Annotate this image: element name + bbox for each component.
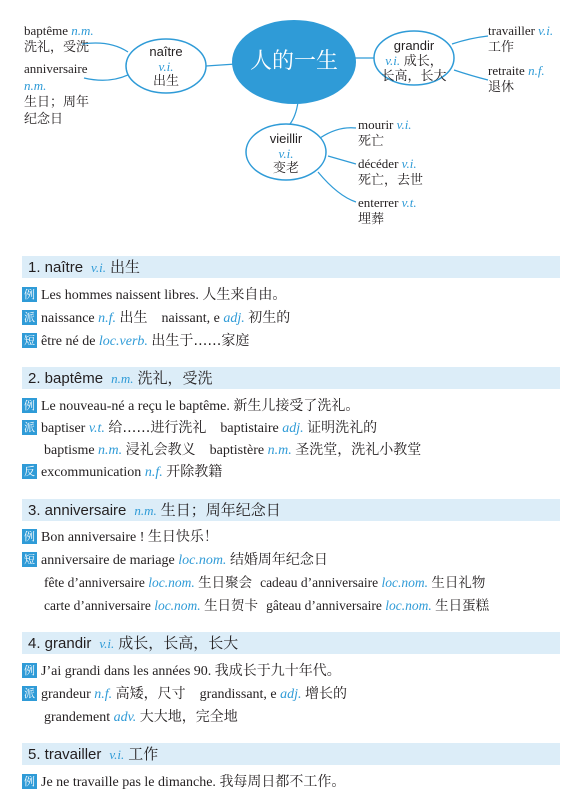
connector-grandir-travailler: [452, 36, 488, 44]
entry-pos: v.i.: [91, 260, 106, 275]
vieillir-fr: vieillir: [269, 131, 303, 146]
example-zh: 我每周日都不工作。: [219, 774, 346, 790]
vieillir-node: [246, 131, 326, 176]
example-line: [22, 662, 341, 681]
phrase-zh: 出生于……家庭: [151, 333, 250, 349]
deriv-pos: n.m.: [267, 443, 292, 458]
deriv-pos: adj.: [223, 311, 245, 326]
vieillir-zh: 变老: [272, 161, 299, 176]
naitre-node: [128, 44, 204, 89]
derivative-line: [22, 309, 290, 328]
tag-phrase: 短: [24, 334, 35, 347]
phrase-line-cont: [44, 597, 489, 615]
word-fr: baptême: [24, 23, 69, 38]
phrase-line: [22, 332, 249, 351]
side-word-deceder: [358, 155, 423, 189]
entry-word: 4. grandir: [28, 635, 92, 652]
connector-vieillir-deceder: [328, 156, 356, 164]
connector-vieillir-enterrer: [318, 172, 356, 202]
word-zh: 埋葬: [358, 212, 385, 227]
deriv-word: grandement: [44, 710, 111, 725]
entry-meaning: 洗礼，受洗: [137, 369, 213, 387]
tag-antonym: 反: [24, 465, 35, 478]
word-fr: mourir: [358, 117, 394, 132]
phrase-pos: loc.nom.: [154, 598, 201, 613]
word-zh: 工作: [488, 40, 515, 55]
antonym-line: [22, 463, 222, 482]
deriv-pos: adj.: [282, 421, 304, 436]
phrase-line: [22, 551, 328, 570]
example-fr: Bon anniversaire !: [41, 530, 145, 545]
mind-map: [0, 0, 579, 240]
word-pos: v.i.: [396, 117, 412, 132]
grandir-zh2: 长高，长大: [381, 69, 447, 84]
tag-example: 例: [24, 530, 35, 543]
word-zh: 退休: [488, 80, 515, 95]
section-header-anniversaire: [22, 499, 560, 521]
example-fr: Je ne travaille pas le dimanche.: [41, 775, 216, 790]
phrase-pos: loc.nom.: [385, 598, 432, 613]
word-pos: v.t.: [401, 195, 417, 210]
phrase-pos: loc.nom.: [381, 575, 429, 590]
entry-meaning: 生日；周年纪念日: [160, 501, 281, 519]
deriv-zh: 证明洗礼的: [307, 420, 378, 436]
example-line: [22, 773, 345, 792]
tag-example: 例: [24, 288, 35, 301]
grandir-zh1: 成长，: [403, 54, 443, 69]
grandir-fr: grandir: [393, 38, 435, 53]
phrase-pos: loc.verb.: [98, 334, 148, 349]
vieillir-pos: v.i.: [278, 146, 294, 161]
word-pos: n.m.: [71, 23, 94, 38]
entry-pos: v.i.: [99, 636, 115, 651]
entry-word: 5. travailler: [28, 746, 102, 763]
section-header-travailler: [22, 743, 560, 765]
phrase-zh: 生日蛋糕: [435, 598, 490, 614]
deriv-zh: 出生: [119, 310, 148, 326]
antonym-pos: n.f.: [144, 465, 163, 480]
word-fr: travailler: [488, 23, 535, 38]
side-word-bapteme: [24, 22, 94, 56]
deriv-word: naissant, e: [161, 311, 220, 326]
tag-phrase: 短: [24, 553, 35, 566]
tag-example: 例: [24, 664, 35, 677]
entry-meaning: 工作: [128, 745, 159, 763]
deriv-word: baptistère: [209, 443, 265, 458]
grandir-pos: v.i.: [385, 53, 401, 68]
deriv-pos: n.f.: [98, 311, 117, 326]
deriv-zh: 浸礼会教义: [125, 442, 196, 458]
entry-meaning: 成长，长高，长大: [118, 634, 239, 652]
example-line: [22, 528, 218, 547]
derivative-line-cont: [44, 441, 421, 460]
side-word-mourir: [358, 116, 412, 150]
word-zh: 死亡: [358, 134, 385, 149]
phrase-zh: 生日贺卡: [204, 598, 259, 614]
phrase-word: anniversaire de mariage: [41, 553, 175, 568]
word-zh: 洗礼，受洗: [24, 40, 90, 55]
naitre-fr: naître: [149, 44, 183, 59]
example-line: [22, 286, 286, 305]
antonym-zh: 开除教籍: [166, 464, 223, 480]
example-fr: J’ai grandi dans les années 90.: [41, 664, 212, 679]
deriv-pos: n.m.: [98, 443, 123, 458]
phrase-word: gâteau d’anniversaire: [266, 598, 382, 613]
phrase-zh: 生日礼物: [431, 575, 486, 591]
antonym-word: excommunication: [41, 465, 142, 480]
word-zh-cont: 纪念日: [24, 112, 64, 127]
tag-example: 例: [24, 399, 35, 412]
derivative-line: [22, 419, 377, 438]
word-fr: retraite: [488, 63, 525, 78]
word-fr: décéder: [358, 156, 399, 171]
word-pos: n.f.: [528, 63, 545, 78]
deriv-word: baptisme: [44, 443, 95, 458]
word-fr: enterrer: [358, 195, 399, 210]
section-header-grandir: [22, 632, 560, 654]
deriv-word: grandissant, e: [199, 687, 277, 702]
connector-naitre-anniversaire: [84, 74, 130, 80]
side-word-anniversaire: [24, 60, 89, 128]
center-label: 人的一生: [249, 49, 338, 74]
entry-pos: n.m.: [134, 503, 157, 518]
section-header-bapteme: [22, 367, 560, 389]
word-pos: v.i.: [401, 156, 417, 171]
entry-pos: n.m.: [111, 371, 134, 386]
phrase-word: carte d’anniversaire: [44, 598, 151, 613]
tag-derivative: 派: [24, 687, 35, 700]
example-fr: Le nouveau-né a reçu le baptême.: [41, 399, 230, 414]
connector-center-vieillir: [290, 102, 298, 124]
phrase-word: cadeau d’anniversaire: [260, 575, 379, 590]
deriv-zh: 给……进行洗礼: [108, 420, 207, 436]
deriv-word: grandeur: [41, 687, 91, 702]
word-zh: 生日；周年: [24, 95, 90, 110]
entry-word: 3. anniversaire: [28, 502, 127, 519]
tag-derivative: 派: [24, 311, 35, 324]
side-word-travailler: [488, 22, 553, 56]
deriv-word: naissance: [41, 311, 95, 326]
word-fr: anniversaire: [24, 61, 88, 76]
example-zh: 人生来自由。: [202, 287, 287, 303]
entry-meaning: 出生: [109, 258, 140, 276]
deriv-word: baptistaire: [220, 421, 279, 436]
deriv-word: baptiser: [41, 421, 86, 436]
phrase-zh: 生日聚会: [198, 575, 253, 591]
entry-word: 1. naître: [28, 259, 84, 276]
side-word-enterrer: [358, 194, 417, 228]
example-zh: 新生儿接受了洗礼。: [233, 398, 360, 414]
connector-grandir-retraite: [454, 70, 488, 80]
deriv-pos: adj.: [280, 687, 302, 702]
example-zh: 我成长于九十年代。: [214, 663, 341, 679]
example-zh: 生日快乐！: [147, 529, 218, 545]
side-word-retraite: [488, 62, 545, 96]
word-pos: v.i.: [538, 23, 554, 38]
derivative-line-cont: [44, 708, 238, 727]
deriv-zh: 初生的: [248, 310, 291, 326]
entry-pos: v.i.: [109, 747, 125, 762]
deriv-pos: v.t.: [88, 421, 105, 436]
phrase-word: fête d’anniversaire: [44, 575, 145, 590]
derivative-line: [22, 685, 347, 704]
tag-example: 例: [24, 775, 35, 788]
example-fr: Les hommes naissent libres.: [41, 288, 199, 303]
deriv-zh: 圣洗堂，洗礼小教堂: [295, 442, 422, 458]
deriv-zh: 大大地，完全地: [139, 709, 238, 725]
phrase-pos: loc.nom.: [148, 575, 195, 590]
tag-derivative: 派: [24, 421, 35, 434]
deriv-pos: adv.: [113, 710, 137, 725]
deriv-zh: 增长的: [305, 686, 348, 702]
phrase-pos: loc.nom.: [178, 553, 227, 568]
deriv-pos: n.f.: [94, 687, 113, 702]
phrase-line-cont: [44, 574, 485, 592]
naitre-zh: 出生: [152, 74, 179, 89]
deriv-zh: 高矮，尺寸: [115, 686, 186, 702]
entry-word: 2. baptême: [28, 370, 104, 387]
word-pos: n.m.: [24, 78, 47, 93]
word-zh: 死亡，去世: [358, 173, 424, 188]
phrase-zh: 结婚周年纪念日: [229, 552, 328, 568]
example-line: [22, 397, 359, 416]
naitre-pos: v.i.: [158, 59, 174, 74]
grandir-node: [374, 38, 454, 84]
phrase-word: être né de: [41, 334, 96, 349]
section-header-naitre: [22, 256, 560, 278]
